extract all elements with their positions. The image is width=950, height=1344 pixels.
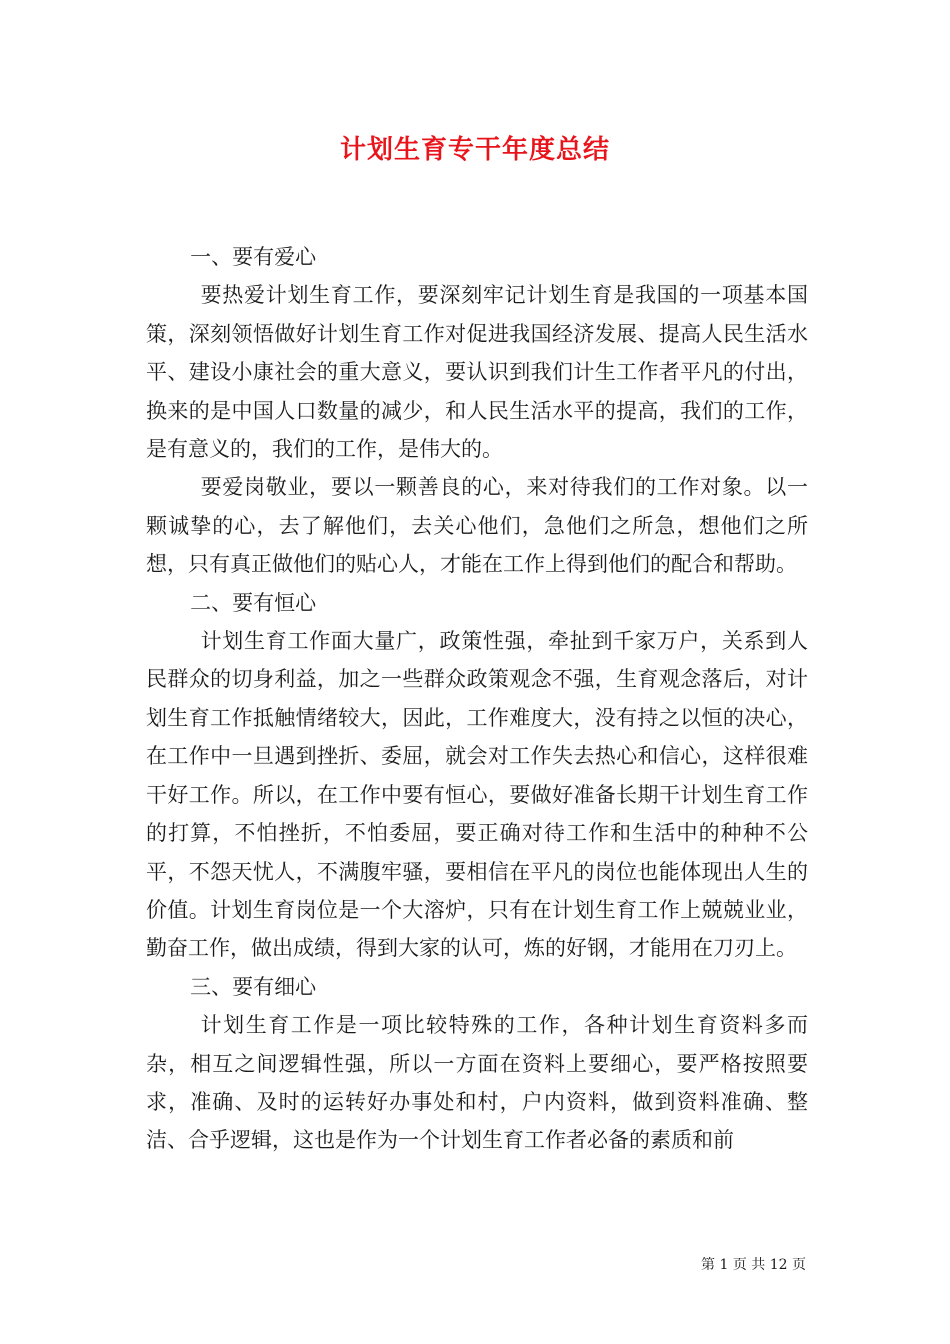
document-title: 计划生育专干年度总结 bbox=[339, 135, 610, 165]
page-number-footer: 第 1 页 共 12 页 bbox=[701, 1257, 806, 1273]
section-heading: 三、要有细心 bbox=[190, 974, 317, 999]
paragraph: 计划生育工作面大量广，政策性强，牵扯到千家万户，关系到人民群众的切身利益，加之一些群众政策观念不强，生育观念落后，对计划生育工作抵触情绪较大，因此，工作难度大，没有持之以恒的决心，在工作中一旦遇到挫折、委屈，就会对工作失去热心和信心，这样很难干好工作。所以，在工作中要有恒心，要做好准备长期干计划生育工作的打算，不怕挫折，不怕委屈，要正确对待工作和生活中的种种不公平，不怨天忧人，不满腹牢骚，要相信在平凡的岗位也能体现出人生的价值。计划生育岗位是一个大溶炉，只有在计划生育工作上兢兢业业，勤奋工作，做出成绩，得到大家的认可，炼的好钢，才能用在刀刃上。 bbox=[146, 629, 808, 961]
paragraph: 要爱岗敬业，要以一颗善良的心，来对待我们的工作对象。以一颗诚挚的心，去了解他们，去关心他们，急他们之所急，想他们之所想，只有真正做他们的贴心人，才能在工作上得到他们的配合和帮助。 bbox=[146, 475, 808, 577]
document-body bbox=[146, 238, 808, 1160]
paragraph: 要热爱计划生育工作，要深刻牢记计划生育是我国的一项基本国策，深刻领悟做好计划生育工作对促进我国经济发展、提高人民生活水平、建设小康社会的重大意义，要认识到我们计生工作者平凡的付出，换来的是中国人口数量的减少，和人民生活水平的提高，我们的工作，是有意义的，我们的工作，是伟大的。 bbox=[146, 283, 808, 462]
section-heading: 一、要有爱心 bbox=[190, 245, 317, 269]
paragraph: 计划生育工作是一项比较特殊的工作，各种计划生育资料多而杂，相互之间逻辑性强，所以一方面在资料上要细心，要严格按照要求，准确、及时的运转好办事处和村，户内资料，做到资料准确、整洁、合乎逻辑，这也是作为一个计划生育工作者必备的素质和前 bbox=[146, 1013, 808, 1153]
section-heading: 二、要有恒心 bbox=[190, 590, 317, 615]
